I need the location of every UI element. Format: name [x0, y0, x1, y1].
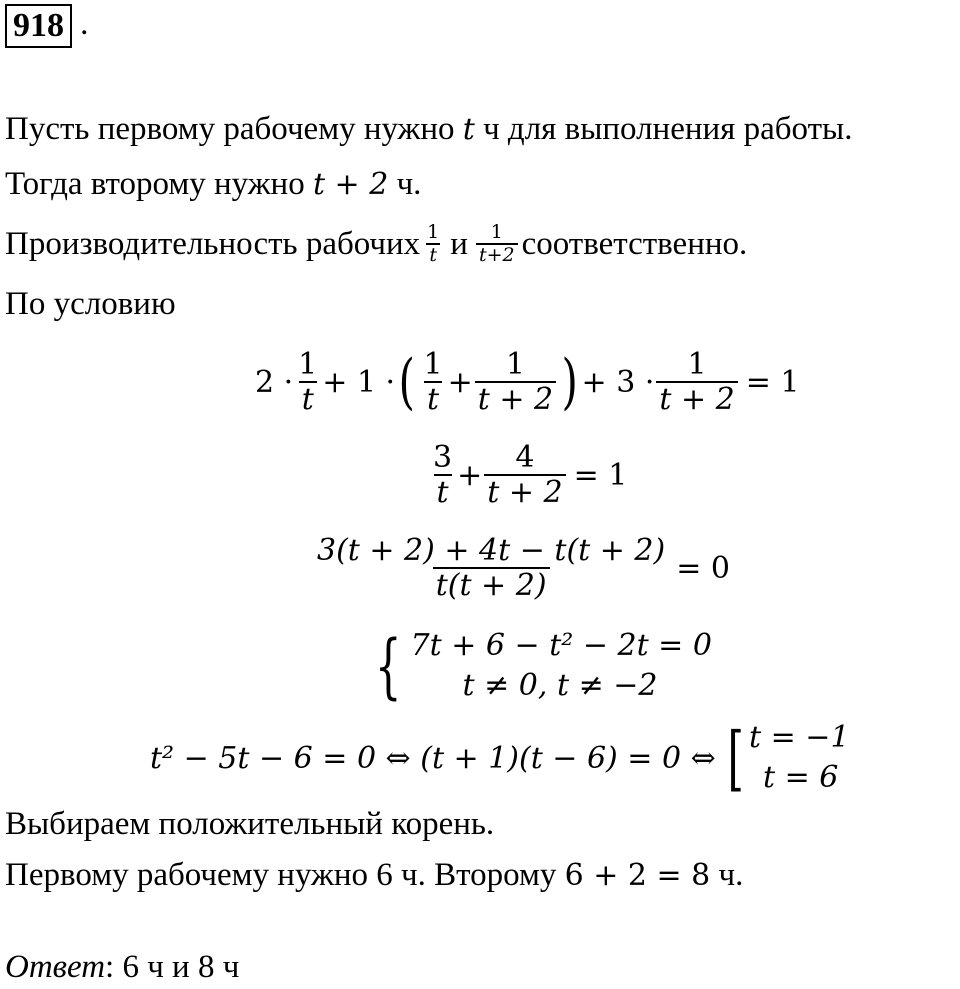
text-line-1 — [5, 109, 852, 150]
root-1: t = −1 — [749, 720, 850, 755]
eq1-frac-3 — [475, 348, 556, 416]
text-line-2 — [5, 164, 421, 205]
line3-text: Производительность рабочих — [5, 226, 421, 262]
eq1-frac-1 — [295, 348, 320, 416]
eq1-rhs: = 1 — [745, 364, 800, 400]
text-line-6 — [5, 855, 743, 896]
line2-end: ч. — [396, 166, 422, 202]
line3-end: соответственно. — [521, 226, 748, 262]
right-paren: ) — [561, 347, 579, 417]
eq1-frac-2 — [421, 348, 446, 416]
equation-1 — [255, 332, 800, 432]
eq1-coef-1: + 1 · — [322, 364, 396, 400]
eq2-frac-1 — [430, 441, 455, 509]
equation-5 — [150, 716, 850, 800]
fraction-1-over-t — [424, 222, 442, 266]
equation-3 — [312, 518, 730, 618]
eq2-frac-2 — [484, 441, 565, 509]
frac-numerator: 1 — [427, 221, 440, 244]
root-2: t = 6 — [763, 760, 839, 795]
system-line-2: t ≠ 0, t ≠ −2 — [462, 668, 658, 703]
roots-bracket: [ — [727, 717, 744, 799]
frac-numerator: 1 — [490, 221, 503, 244]
line6-expr: 6 + 2 = 8 — [564, 858, 711, 893]
equation-2 — [428, 425, 627, 525]
eq3-frac — [314, 534, 668, 602]
answer-line — [5, 947, 239, 987]
problem-number: 918 — [5, 4, 72, 48]
equation-system — [366, 624, 712, 708]
line6-text: Первому рабочему нужно 6 ч. Второму — [5, 857, 557, 893]
system-brace: { — [374, 625, 402, 707]
eq1-coef-2: 2 · — [255, 364, 294, 400]
eq2-plus: + — [457, 457, 483, 493]
eq5-text: t² − 5t − 6 = 0 ⇔ (t + 1)(t − 6) = 0 ⇔ — [150, 740, 716, 776]
frac-numerator: 1 — [298, 347, 318, 382]
eq2-rhs: = 1 — [573, 457, 628, 493]
problem-number-dot: . — [80, 5, 89, 42]
left-paren: ( — [398, 347, 416, 417]
frac-denominator: t + 2 — [484, 474, 565, 509]
line1-var: t — [462, 112, 475, 147]
frac-numerator: 4 — [515, 440, 535, 475]
answer-label: Ответ — [5, 949, 106, 985]
line2-expr: t + 2 — [312, 167, 389, 202]
line2-text: Тогда второму нужно — [5, 166, 305, 202]
eq3-rhs: = 0 — [676, 550, 730, 586]
line1-end: ч для выполнения работы. — [483, 111, 853, 147]
frac-denominator: t + 2 — [475, 381, 556, 416]
fraction-1-over-t-plus-2 — [476, 222, 518, 266]
text-line-5: Выбираем положительный корень. — [5, 806, 495, 842]
system-line-1: 7t + 6 − t² − 2t = 0 — [410, 628, 712, 663]
frac-denominator: t — [299, 381, 317, 416]
frac-denominator: t+2 — [476, 243, 518, 266]
frac-denominator: t — [424, 381, 442, 416]
frac-denominator: t(t + 2) — [433, 567, 550, 602]
system-lines — [411, 626, 712, 706]
eq1-frac-4 — [656, 348, 737, 416]
frac-denominator: t — [434, 474, 452, 509]
text-line-4: По условию — [5, 286, 176, 322]
line3-and: и — [450, 226, 468, 262]
answer-value: : 6 ч и 8 ч — [105, 949, 240, 985]
frac-denominator: t + 2 — [656, 381, 737, 416]
line6-end: ч. — [718, 857, 744, 893]
frac-numerator: 3 — [433, 440, 453, 475]
frac-numerator: 1 — [687, 347, 707, 382]
frac-denominator: t — [426, 243, 440, 266]
eq1-coef-3: + 3 · — [581, 364, 655, 400]
frac-numerator: 1 — [505, 347, 525, 382]
text-line-3 — [5, 212, 747, 276]
roots — [749, 718, 850, 798]
frac-numerator: 3(t + 2) + 4t − t(t + 2) — [317, 533, 666, 568]
frac-numerator: 1 — [423, 347, 443, 382]
line1-text: Пусть первому рабочему нужно — [5, 111, 455, 147]
eq1-plus: + — [447, 364, 473, 400]
